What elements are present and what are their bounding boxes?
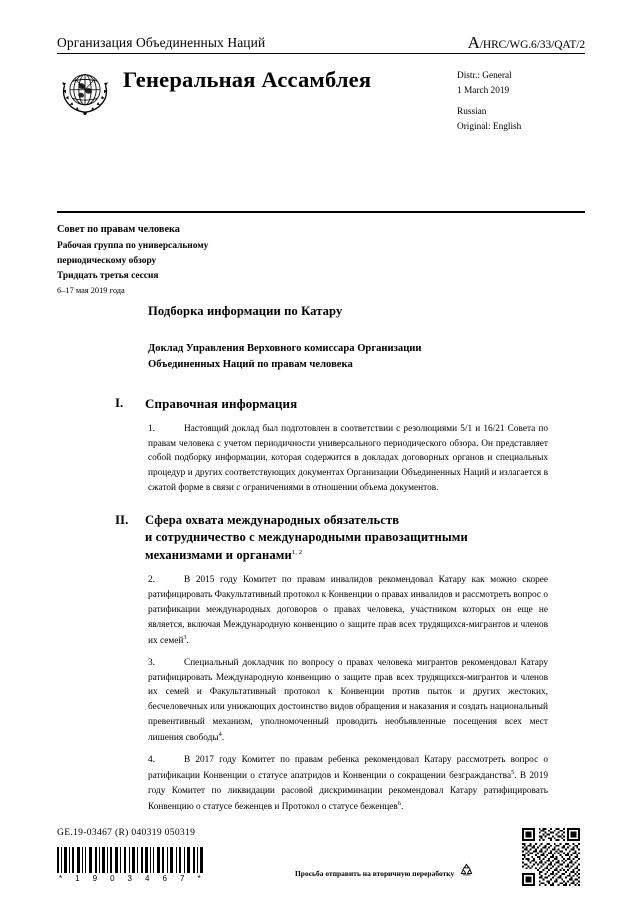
masthead-body-row (57, 61, 585, 135)
recycle-text: Просьба отправить на вторичную переработку (295, 868, 455, 878)
paragraph-1 (148, 422, 548, 496)
section-title-2 (145, 512, 468, 564)
qr-code (520, 826, 582, 888)
section-2-footnote-markers: 1, 2 (291, 548, 303, 556)
paragraph-4 (148, 753, 548, 815)
paragraph-4-footnote-2: 6 (397, 799, 401, 807)
section-number-1: I. (115, 394, 124, 410)
barcode-bars (57, 847, 217, 873)
masthead (57, 34, 585, 135)
header-bottom-rule (57, 211, 585, 213)
paragraph-2-footnote: 3 (183, 633, 187, 641)
section-heading-1 (115, 394, 548, 413)
distribution-block (457, 69, 585, 135)
distribution-language: Russian (457, 107, 487, 118)
general-assembly-title: Генеральная Ассамблея (123, 67, 372, 92)
paragraph-number-3: 3. (148, 657, 155, 668)
paragraph-3-footnote: 4 (218, 731, 222, 739)
distribution-type: Distr.: General (457, 71, 512, 81)
distribution-date: 1 March 2019 (457, 86, 510, 97)
section-1-paragraphs (148, 422, 548, 496)
organization-name: Организация Объединенных Наций (57, 35, 266, 51)
barcode-digits: * 1 9 0 3 4 6 7 * (59, 874, 206, 883)
paragraph-2-tail: . (186, 635, 189, 646)
paragraph-text-4a: В 2017 году Комитет по правам ребенка рекомендовал Катару рассмотреть вопрос о ратификации Конвенции о статусе апатридов и Конвенции о сокращении безгражданства (148, 755, 548, 781)
paragraph-3 (148, 656, 548, 746)
paragraph-number-4: 4. (148, 755, 155, 766)
paragraph-2 (148, 573, 548, 648)
paragraph-text-1: Настоящий доклад был подготовлен в соответствии с резолюциями 5/1 и 16/21 Совета по правам человека с учетом периодичности универсального периодического обзора. Он представляет собой подборку информации, которая содержится в докладах договорных органов и специальных процедур и других соответствующих документах Организации Объединенных Наций и излагается в сжатой форме в связи с ограничениями в отношении объема документов. (148, 423, 548, 494)
section-title-1: Справочная информация (145, 395, 298, 411)
council-dates: 6–17 мая 2019 года (57, 286, 125, 296)
council-organ: Совет по правам человека (57, 224, 180, 235)
section-number-2: II. (115, 512, 129, 528)
paragraph-number-2: 2. (148, 575, 155, 586)
council-session: Тридцать третья сессия (57, 271, 159, 282)
masthead-top-row (57, 34, 585, 53)
masthead-divider (57, 53, 585, 54)
document-symbol-rest: /HRC/WG.6/33/QAT/2 (479, 39, 585, 51)
document-subtitle-line1: Доклад Управления Верховного комиссара Организации (148, 343, 422, 354)
document-subtitle-line2: Объединенных Наций по правам человека (148, 358, 353, 370)
section-title-2-line2: и сотрудничество с международными правозащитными (145, 530, 468, 545)
document-body (115, 304, 548, 822)
council-working-group-line1: Рабочая группа по универсальному (57, 240, 209, 251)
paragraph-text-4b: . В 2019 году Комитет по ликвидации расовой дискриминации рекомендовал Катару ратифицировать Конвенцию о статусе беженцев и Протокол о статусе беженцев (148, 771, 548, 812)
section-title-2-line3 (145, 547, 468, 564)
barcode (57, 847, 217, 883)
paragraph-4-footnote-1: 5 (511, 768, 515, 776)
paragraph-text-2: В 2015 году Комитет по правам инвалидов рекомендовал Катару как можно скорее ратифицировать Факультативный протокол к Конвенции о правах инвалидов и рассмотреть вопрос о ратификации международных договоров о правах человека, участником которых он еще не является, включая Международную конвенцию о защите прав всех трудящихся-мигрантов и членов их семей (148, 575, 548, 646)
section-title-2-line1: Сфера охвата международных обязательств (145, 513, 400, 528)
council-working-group-line2: периодическому обзору (57, 255, 157, 266)
un-emblem-icon (57, 64, 113, 120)
paragraph-3-tail: . (221, 733, 225, 744)
paragraph-text-3: Специальный докладчик по вопросу о правах человека мигрантов рекомендовал Катару ратифицировать Международную конвенцию о защите прав всех трудящихся-мигрантов и членов их семей и Факультативный протокол к Конвенции против пыток и других жестоких, бесчеловечных или унижающих достоинство видов обращения и наказания и создать национальный превентивный механизм, уполномоченный проводить необъявленные посещения всех мест лишения свободы (148, 657, 548, 744)
document-symbol-letter: A (467, 33, 480, 52)
distribution-original: Original: English (457, 122, 522, 133)
paragraph-4-tail: . (401, 801, 404, 812)
section-heading-2 (115, 512, 548, 564)
recycle-notice (295, 862, 475, 884)
document-subtitle (148, 341, 548, 373)
section-title-2-line3-text: механизмами и органами (145, 547, 292, 562)
paragraph-number-1: 1. (148, 423, 155, 434)
document-symbol (468, 34, 585, 51)
recycle-icon (458, 862, 475, 884)
job-code: GE.19-03467 (R) 040319 050319 (57, 827, 196, 838)
council-block (57, 222, 417, 298)
page-title: Подборка информации по Катару (148, 304, 343, 318)
section-2-paragraphs (148, 573, 548, 815)
